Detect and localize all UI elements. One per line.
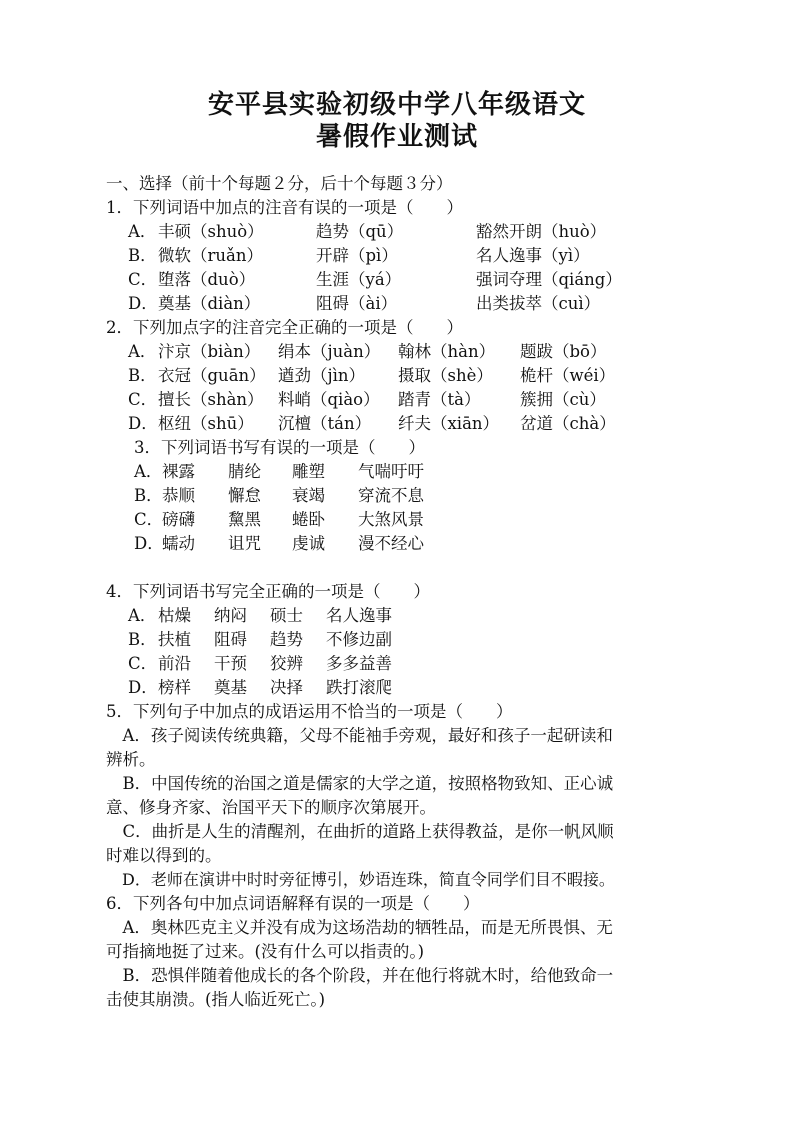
- option-item: 奠基（diàn）: [158, 294, 261, 313]
- option-item: 出类拔萃（cuì）: [476, 294, 601, 313]
- option-label: D．: [134, 534, 164, 553]
- option-item: 绢本（juàn）: [278, 342, 381, 361]
- option-item: 恭顺: [162, 486, 195, 505]
- option-item: 硕士: [270, 606, 303, 625]
- option-item: 裸露: [162, 462, 195, 481]
- option-item: 阻碍（ài）: [316, 294, 398, 313]
- option-item: 狡辨: [270, 654, 303, 673]
- option-item: 汴京（biàn）: [158, 342, 261, 361]
- option-label: A．: [128, 606, 157, 625]
- option-item: 前沿: [158, 654, 191, 673]
- question-6-line: B．恐惧伴随着他成长的各个阶段，并在他行将就木时，给他致命一: [106, 966, 614, 985]
- option-item: 腈纶: [228, 462, 261, 481]
- option-item: 纳闷: [214, 606, 247, 625]
- option-item: 跌打滚爬: [326, 678, 392, 697]
- option-item: 蠕动: [162, 534, 195, 553]
- question-5-line: B．中国传统的治国之道是儒家的大学之道，按照格物致知、正心诚: [106, 774, 614, 793]
- option-label: B．: [128, 246, 157, 265]
- question-5-stem: 5．下列句子中加点的成语运用不恰当的一项是（ ）: [106, 702, 513, 721]
- option-item: 衣冠（guān）: [158, 366, 266, 385]
- question-5-line: A．孩子阅读传统典籍，父母不能袖手旁观，最好和孩子一起研读和: [106, 726, 613, 745]
- option-item: 料峭（qiào）: [278, 390, 380, 409]
- option-item: 衰竭: [292, 486, 325, 505]
- option-item: 决择: [270, 678, 303, 697]
- option-label: C．: [128, 270, 158, 289]
- question-5-line: 意、修身齐家、治国平天下的顺序次第展开。: [106, 798, 436, 817]
- option-label: B．: [134, 486, 163, 505]
- option-item: 趋势: [270, 630, 303, 649]
- question-1-stem: 1．下列词语中加点的注音有误的一项是（ ）: [106, 198, 463, 217]
- option-item: 诅咒: [228, 534, 261, 553]
- option-label: B．: [128, 366, 157, 385]
- document-title-line1: 安平县实验初级中学八年级语文: [207, 90, 586, 120]
- option-item: 虔诚: [292, 534, 325, 553]
- option-label: B．: [128, 630, 157, 649]
- option-label: C．: [128, 654, 158, 673]
- option-item: 题跋（bō）: [520, 342, 607, 361]
- option-item: 奠基: [214, 678, 247, 697]
- option-label: C．: [128, 390, 158, 409]
- option-item: 簇拥（cù）: [520, 390, 606, 409]
- option-item: 气喘吁吁: [358, 462, 424, 481]
- option-item: 踏青（tà）: [398, 390, 481, 409]
- option-label: A．: [128, 342, 157, 361]
- question-3-stem: 3．下列词语书写有误的一项是（ ）: [134, 438, 425, 457]
- option-item: 榜样: [158, 678, 191, 697]
- option-item: 多多益善: [326, 654, 392, 673]
- option-item: 堕落（duò）: [158, 270, 256, 289]
- option-item: 生涯（yá）: [316, 270, 402, 289]
- option-item: 雕塑: [292, 462, 325, 481]
- option-label: D．: [128, 678, 158, 697]
- option-item: 岔道（chà）: [520, 414, 616, 433]
- question-6-line: 击使其崩溃。(指人临近死亡。): [106, 990, 326, 1009]
- option-item: 遒劲（jìn）: [278, 366, 366, 385]
- question-6-stem: 6．下列各句中加点词语解释有误的一项是（ ）: [106, 894, 480, 913]
- section-heading: 一、选择（前十个每题２分，后十个每题３分）: [106, 174, 453, 193]
- option-item: 擅长（shàn）: [158, 390, 264, 409]
- option-item: 漫不经心: [358, 534, 424, 553]
- option-item: 名人逸事: [326, 606, 392, 625]
- option-item: 穿流不息: [358, 486, 424, 505]
- option-item: 趋势（qū）: [316, 222, 404, 241]
- question-5-line: 时难以得到的。: [106, 846, 222, 865]
- option-item: 微软（ruǎn）: [158, 246, 263, 265]
- option-item: 磅礴: [162, 510, 195, 529]
- question-6-line: A．奥林匹克主义并没有成为这场浩劫的牺牲品，而是无所畏惧、无: [106, 918, 613, 937]
- option-label: D．: [128, 294, 158, 313]
- option-item: 蜷卧: [292, 510, 325, 529]
- option-label: D．: [128, 414, 158, 433]
- question-2-stem: 2．下列加点字的注音完全正确的一项是（ ）: [106, 318, 463, 337]
- option-item: 黧黑: [228, 510, 261, 529]
- option-item: 桅杆（wéi）: [520, 366, 616, 385]
- document-title-line2: 暑假作业测试: [315, 122, 478, 152]
- option-item: 不修边副: [326, 630, 392, 649]
- option-item: 豁然开朗（huò）: [476, 222, 607, 241]
- option-item: 枯燥: [158, 606, 191, 625]
- question-6-line: 可指摘地挺了过来。(没有什么可以指责的。): [106, 942, 425, 961]
- option-item: 纤夫（xiān）: [398, 414, 500, 433]
- option-item: 摄取（shè）: [398, 366, 493, 385]
- option-item: 扶植: [158, 630, 191, 649]
- option-item: 名人逸事（yì）: [476, 246, 590, 265]
- option-item: 沉檀（tán）: [278, 414, 372, 433]
- option-item: 懈怠: [228, 486, 261, 505]
- option-item: 枢纽（shū）: [158, 414, 254, 433]
- question-5-line: C．曲折是人生的清醒剂，在曲折的道路上获得教益，是你一帆风顺: [106, 822, 614, 841]
- option-label: A．: [128, 222, 157, 241]
- option-label: A．: [134, 462, 163, 481]
- option-item: 阻碍: [214, 630, 247, 649]
- option-item: 翰林（hàn）: [398, 342, 496, 361]
- option-label: C．: [134, 510, 164, 529]
- option-item: 大煞风景: [358, 510, 424, 529]
- option-item: 开辟（pì）: [316, 246, 398, 265]
- question-5-line: 辨析。: [106, 750, 156, 769]
- option-item: 丰硕（shuò）: [158, 222, 264, 241]
- question-4-stem: 4．下列词语书写完全正确的一项是（ ）: [106, 582, 430, 601]
- option-item: 干预: [214, 654, 247, 673]
- question-5-line: D．老师在演讲中时时旁征博引，妙语连珠，简直令同学们目不暇接。: [106, 870, 615, 889]
- option-item: 强词夺理（qiáng）: [476, 270, 622, 289]
